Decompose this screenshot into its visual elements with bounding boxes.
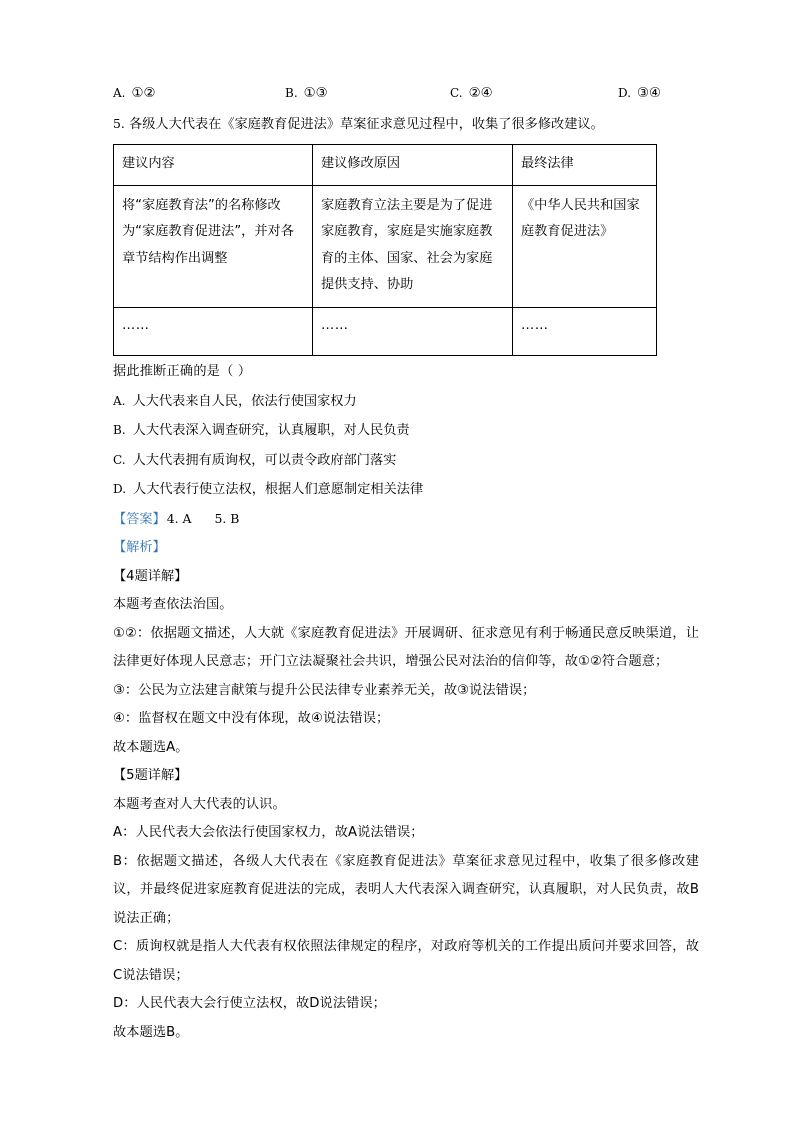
- option-letter: D.: [618, 86, 632, 100]
- question5-option-d[interactable]: [113, 475, 699, 505]
- option-letter: D.: [113, 482, 127, 496]
- question5-option-c[interactable]: [113, 446, 699, 476]
- answer-item-1: 4. A: [166, 510, 192, 526]
- option-text: 人大代表行使立法权，根据人们意愿制定相关法律: [133, 482, 424, 497]
- question5-stem: [113, 109, 699, 139]
- table-header-cell: 最终法律: [513, 145, 657, 186]
- table-row: [114, 185, 657, 307]
- answer-line: [113, 505, 699, 535]
- question4-options-row: [113, 80, 699, 107]
- option-text: 人大代表拥有质询权，可以责令政府部门落实: [132, 452, 397, 468]
- suggestion-table: [113, 144, 657, 356]
- analysis-section5-paragraph: 本题考查对人大代表的认识。: [113, 796, 286, 812]
- analysis-section4-paragraph: ①②：依据题文描述，人大就《家庭教育促进法》开展调研、征求意见有利于畅通民意反映渠道，让法律更好体现人民意志；开门立法凝聚社会共识，增强公民对法治的信仰等，故①②符合题意；: [113, 625, 699, 669]
- option-letter: A.: [113, 86, 126, 100]
- analysis-section4-paragraph: 本题考查依法治国。: [113, 597, 233, 612]
- analysis-section5-paragraph: D：人民代表大会行使立法权，故D说法错误；: [113, 996, 386, 1011]
- option-d[interactable]: [618, 80, 661, 107]
- analysis-section5-heading: 【5题详解】: [113, 768, 188, 783]
- option-text: 人大代表深入调查研究，认真履职，对人民负责: [132, 423, 410, 438]
- option-text: ③④: [637, 86, 662, 101]
- analysis-label: 【解析】: [113, 540, 166, 555]
- analysis-section5-paragraph: C：质询权就是指人大代表有权依照法律规定的程序，对政府等机关的工作提出质问并要求回答，故C说法错误；: [113, 939, 699, 983]
- option-text: 人大代表来自人民，依法行使国家权力: [132, 393, 357, 409]
- analysis-section5-paragraph: 故本题选B。: [113, 1024, 189, 1040]
- option-b[interactable]: [285, 80, 450, 107]
- answer-label: 【答案】: [113, 511, 166, 527]
- question5-number: 5.: [113, 116, 125, 131]
- table-cell: 将“家庭教育法”的名称修改为“家庭教育促进法”，并对各章节结构作出调整: [114, 185, 313, 307]
- analysis-section4-paragraph: ③：公民为立法建言献策与提升公民法律专业素养无关，故③说法错误；: [113, 682, 536, 698]
- question5-prompt: 据此推断正确的是（ ）: [113, 364, 252, 379]
- option-letter: C.: [450, 86, 463, 100]
- table-header-cell: 建议修改原因: [313, 145, 513, 186]
- option-text: ①③: [303, 86, 328, 101]
- analysis-section5-paragraph: A：人民代表大会依法行使国家权力，故A说法错误；: [113, 825, 424, 840]
- table-header-row: [114, 145, 657, 186]
- table-cell: ……: [313, 307, 513, 356]
- question5-option-b[interactable]: [113, 416, 699, 446]
- table-cell: ……: [114, 307, 313, 356]
- option-letter: B.: [113, 423, 126, 437]
- table-cell: ……: [513, 307, 657, 356]
- table-row: [114, 307, 657, 356]
- table-header-cell: 建议内容: [114, 145, 313, 186]
- table-cell: 家庭教育立法主要是为了促进家庭教育，家庭是实施家庭教育的主体、国家、社会为家庭提供支持、协助: [313, 185, 513, 307]
- analysis-section4-heading: 【4题详解】: [113, 568, 188, 584]
- analysis-section5-paragraph: B：依据题文描述，各级人大代表在《家庭教育促进法》草案征求意见过程中，收集了很多修改建议，并最终促进家庭教育促进法的完成，表明人大代表深入调查研究，认真履职，对人民负责，故B说法正确；: [113, 853, 699, 926]
- answer-item-2: 5. B: [214, 510, 240, 526]
- analysis-section4-paragraph: ④：监督权在题文中没有体现，故④说法错误；: [113, 711, 390, 726]
- option-letter: B.: [285, 86, 298, 100]
- option-letter: A.: [113, 393, 126, 408]
- question5-stem-text: 各级人大代表在《家庭教育促进法》草案征求意见过程中，收集了很多修改建议。: [129, 117, 604, 132]
- table-cell: 《中华人民共和国家庭教育促进法》: [513, 185, 657, 307]
- option-c[interactable]: [450, 80, 618, 107]
- option-letter: C.: [113, 452, 126, 467]
- option-a[interactable]: [113, 80, 285, 107]
- option-text: ①②: [131, 86, 156, 101]
- option-text: ②④: [468, 86, 493, 101]
- analysis-section4-paragraph: 故本题选A。: [113, 739, 189, 755]
- question5-option-a[interactable]: [113, 387, 699, 417]
